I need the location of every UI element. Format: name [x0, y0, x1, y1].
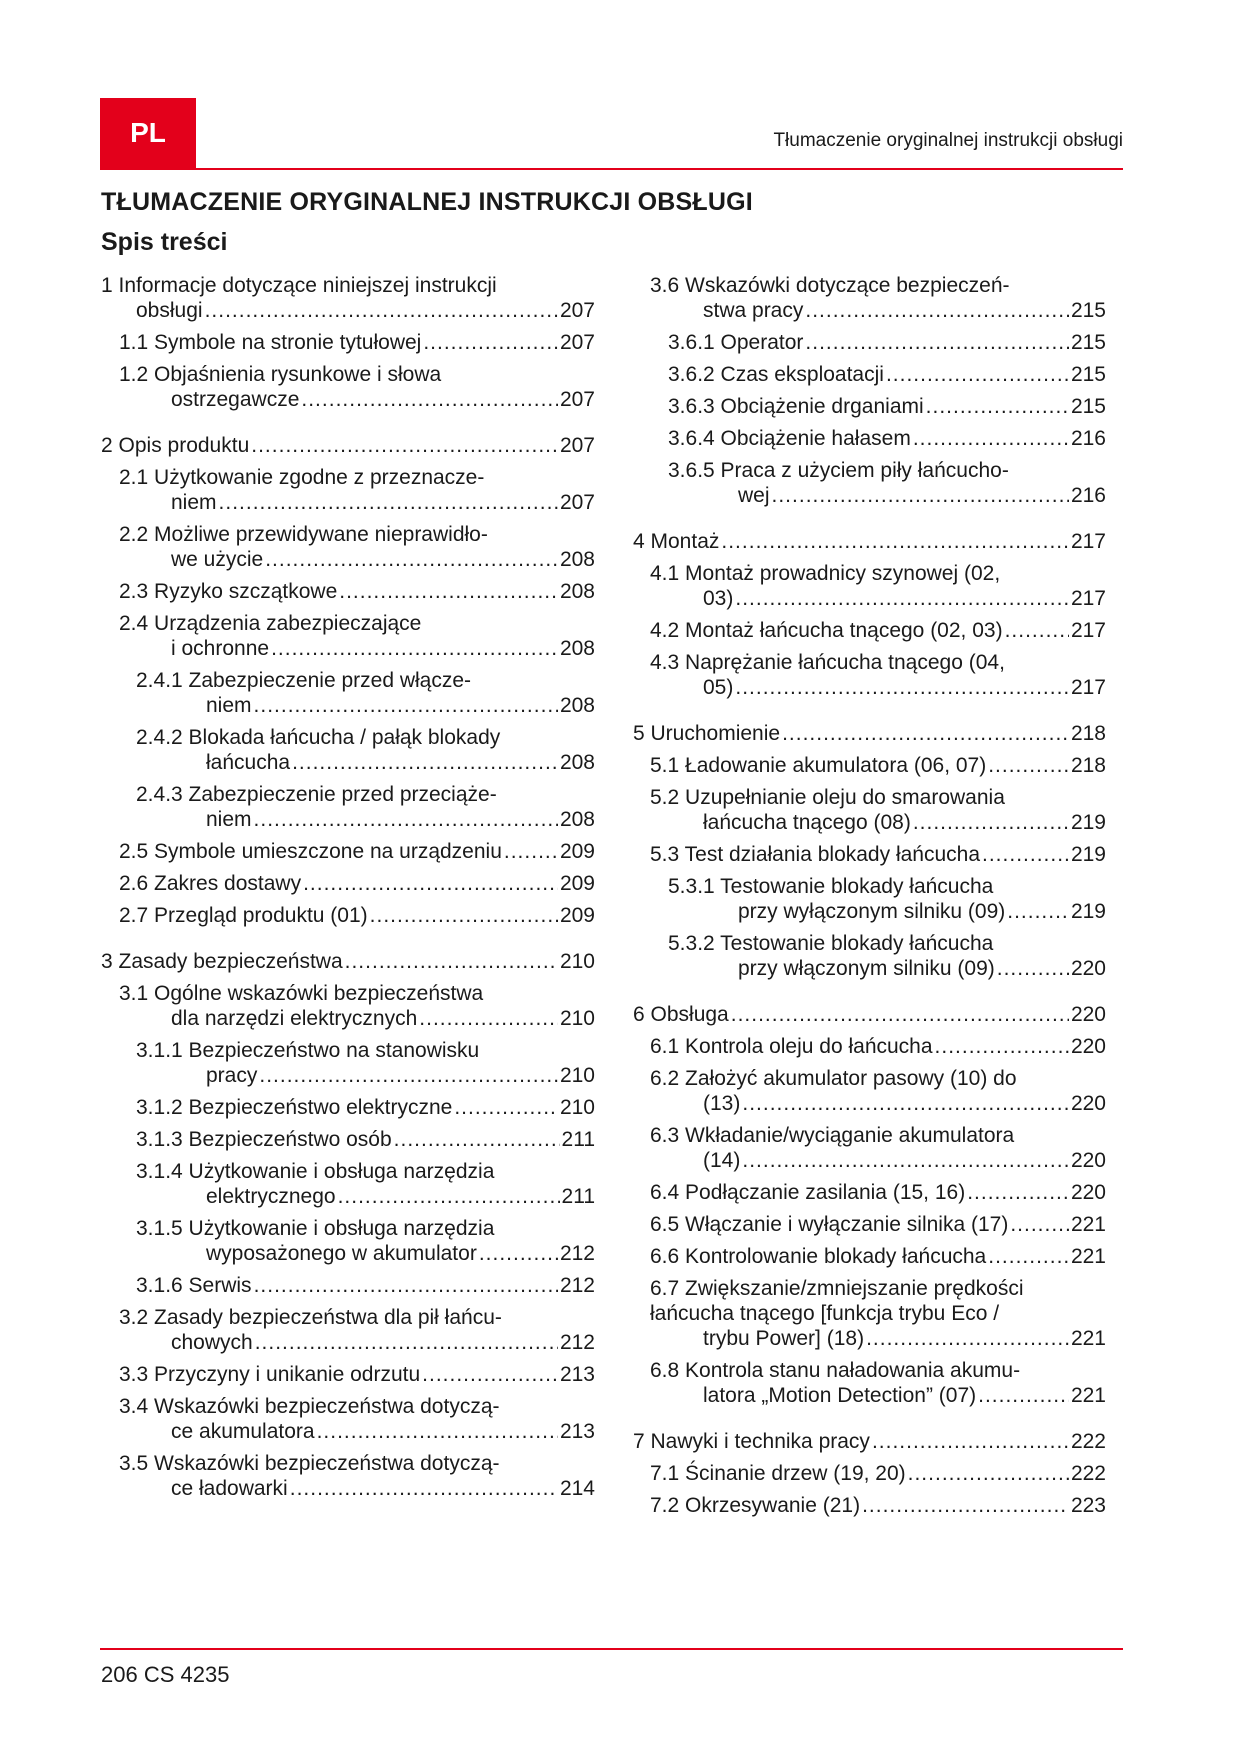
toc-leader-dots: [742, 1091, 1069, 1116]
toc-page-number: 220: [1070, 1149, 1106, 1172]
toc-entry-title: 3.6.3 Obciążenie drganiami: [668, 395, 924, 418]
toc-page-number: 222: [1070, 1430, 1106, 1453]
toc-page-number: 220: [1070, 1035, 1106, 1058]
toc-leader-dots: [988, 1244, 1069, 1269]
toc-entry[interactable]: [101, 465, 595, 515]
toc-leader-dots: [422, 1362, 558, 1387]
toc-entry-title: 5.3 Test działania blokady łańcucha: [650, 843, 981, 866]
toc-page-number: 208: [559, 580, 595, 603]
toc-page-number: 213: [559, 1420, 595, 1443]
toc-page-number: 208: [559, 637, 595, 660]
toc-page-number: 207: [559, 434, 595, 457]
toc-entry[interactable]: [633, 650, 1106, 700]
toc-entry-title: 2.6 Zakres dostawy: [119, 872, 302, 895]
toc-entry-title: ce ładowarki: [171, 1477, 288, 1500]
toc-page-number: 221: [1070, 1384, 1106, 1407]
toc-page-number: 216: [1070, 427, 1106, 450]
toc-entry-title: 3.1.3 Bezpieczeństwo osób: [136, 1128, 392, 1151]
toc-leader-dots: [982, 842, 1069, 867]
toc-leader-dots: [290, 1476, 558, 1501]
toc-page-number: 217: [1070, 587, 1106, 610]
toc-entry-title: 3.4 Wskazówki bezpieczeństwa dotyczą-: [119, 1395, 500, 1418]
toc-leader-dots: [731, 1002, 1069, 1027]
toc-entry-title: łańcucha tnącego [funkcja trybu Eco /: [650, 1302, 1000, 1325]
toc-entry[interactable]: [101, 1216, 595, 1266]
toc-entry-title: obsługi: [136, 299, 203, 322]
toc-entry[interactable]: [101, 903, 595, 928]
toc-entry[interactable]: [101, 522, 595, 572]
footer-divider: [100, 1648, 1123, 1650]
toc-leader-dots: [1010, 1212, 1069, 1237]
toc-entry[interactable]: [101, 1038, 595, 1088]
toc-entry-title: elektrycznego: [206, 1185, 336, 1208]
toc-entry-title: 05): [703, 676, 734, 699]
toc-entry-title: 4.3 Naprężanie łańcucha tnącego (04,: [650, 651, 1005, 674]
toc-entry-title: 6.8 Kontrola stanu naładowania akumu-: [650, 1359, 1021, 1382]
toc-page-number: 207: [559, 331, 595, 354]
toc-page-number: 211: [561, 1185, 595, 1208]
toc-page-number: 211: [561, 1128, 595, 1151]
toc-entry[interactable]: [101, 579, 595, 604]
toc-leader-dots: [1005, 618, 1069, 643]
toc-entry[interactable]: [633, 874, 1106, 924]
toc-page-number: 219: [1070, 900, 1106, 923]
toc-leader-dots: [251, 433, 558, 458]
toc-entry-title: 5 Uruchomienie: [633, 722, 781, 745]
toc-entry[interactable]: [633, 426, 1106, 451]
toc-entry[interactable]: [101, 1273, 595, 1298]
toc-entry-title: 2.2 Możliwe przewidywane nieprawidło-: [119, 523, 488, 546]
toc-entry-title: 3.6 Wskazówki dotyczące bezpieczeń-: [650, 274, 1010, 297]
header-divider: [100, 168, 1123, 170]
toc-entry[interactable]: [101, 782, 595, 832]
toc-leader-dots: [345, 949, 558, 974]
toc-entry[interactable]: [101, 871, 595, 896]
toc-page-number: 208: [559, 694, 595, 717]
toc-entry[interactable]: [101, 725, 595, 775]
toc-page-number: 210: [559, 1096, 595, 1119]
toc-page-number: 213: [559, 1363, 595, 1386]
toc-page-number: 219: [1070, 811, 1106, 834]
toc-entry-title: 1 Informacje dotyczące niniejszej instrukcji: [101, 274, 497, 297]
toc-leader-dots: [254, 693, 558, 718]
toc-leader-dots: [454, 1095, 558, 1120]
toc-entry-title: 6.3 Wkładanie/wyciąganie akumulatora: [650, 1124, 1015, 1147]
toc-entry-title: niem: [206, 694, 252, 717]
toc-entry-title: 2.1 Użytkowanie zgodne z przeznacze-: [119, 466, 485, 489]
toc-entry[interactable]: [101, 433, 595, 458]
toc-leader-dots: [735, 586, 1069, 611]
toc-entry[interactable]: [633, 931, 1106, 981]
toc-entry-title: 2.4.3 Zabezpieczenie przed przeciąże-: [136, 783, 497, 806]
toc-entry-title: 6.2 Założyć akumulator pasowy (10) do: [650, 1067, 1017, 1090]
toc-leader-dots: [370, 903, 558, 928]
toc-entry-title: 5.3.2 Testowanie blokady łańcucha: [668, 932, 994, 955]
toc-entry[interactable]: [633, 753, 1106, 778]
toc-entry-title: latora „Motion Detection” (07): [703, 1384, 977, 1407]
toc-entry[interactable]: [633, 1123, 1106, 1173]
toc-entry-title: (13): [703, 1092, 741, 1115]
toc-entry-title: stwa pracy: [703, 299, 804, 322]
toc-entry[interactable]: [101, 1127, 595, 1152]
toc-leader-dots: [742, 1148, 1069, 1173]
toc-leader-dots: [805, 298, 1069, 323]
toc-leader-dots: [255, 1330, 558, 1355]
toc-page-number: 218: [1070, 722, 1106, 745]
toc-page-number: 222: [1070, 1462, 1106, 1485]
toc-entry[interactable]: [633, 1461, 1106, 1486]
toc-entry-title: 3.6.4 Obciążenie hałasem: [668, 427, 911, 450]
toc-entry[interactable]: [633, 458, 1106, 508]
toc-leader-dots: [254, 1273, 558, 1298]
toc-entry-title: dla narzędzi elektrycznych: [171, 1007, 418, 1030]
toc-leader-dots: [339, 579, 558, 604]
toc-entry[interactable]: [633, 721, 1106, 746]
toc-leader-dots: [988, 753, 1069, 778]
toc-page-number: 221: [1070, 1245, 1106, 1268]
toc-entry-title: 2.4 Urządzenia zabezpieczające: [119, 612, 422, 635]
toc-entry-title: 3.1.2 Bezpieczeństwo elektryczne: [136, 1096, 453, 1119]
toc-entry-title: 2.7 Przegląd produktu (01): [119, 904, 368, 927]
toc-page-number: 212: [559, 1242, 595, 1265]
toc-entry-title: 7.2 Okrzesywanie (21): [650, 1494, 861, 1517]
toc-page-number: 214: [559, 1477, 595, 1500]
toc-entry[interactable]: [633, 330, 1106, 355]
toc-page-number: 220: [1070, 1003, 1106, 1026]
toc-entry[interactable]: [101, 1394, 595, 1444]
toc-entry-title: 5.2 Uzupełnianie oleju do smarowania: [650, 786, 1005, 809]
toc-entry-title: 5.1 Ładowanie akumulatora (06, 07): [650, 754, 987, 777]
toc-page-number: 215: [1070, 363, 1106, 386]
toc-entry-title: 1.1 Symbole na stronie tytułowej: [119, 331, 422, 354]
toc-page-number: 221: [1070, 1327, 1106, 1350]
toc-entry[interactable]: [101, 1095, 595, 1120]
toc-entry[interactable]: [633, 1493, 1106, 1518]
toc-leader-dots: [908, 1461, 1069, 1486]
toc-leader-dots: [479, 1241, 558, 1266]
toc-page-number: 209: [559, 904, 595, 927]
toc-entry-title: przy włączonym silniku (09): [738, 957, 995, 980]
toc-entry-title: 3.1.6 Serwis: [136, 1274, 252, 1297]
toc-page-number: 207: [559, 388, 595, 411]
toc-entry[interactable]: [633, 1429, 1106, 1454]
toc-entry-title: 3.6.5 Praca z użyciem piły łańcucho-: [668, 459, 1009, 482]
toc-leader-dots: [205, 298, 558, 323]
toc-page-number: 218: [1070, 754, 1106, 777]
toc-page-number: 219: [1070, 843, 1106, 866]
toc-page-number: 215: [1070, 299, 1106, 322]
toc-leader-dots: [423, 330, 558, 355]
language-tab: PL: [100, 98, 196, 168]
toc-entry-title: wyposażonego w akumulator: [206, 1242, 477, 1265]
toc-entry[interactable]: [633, 1180, 1106, 1205]
toc-leader-dots: [338, 1184, 560, 1209]
toc-entry[interactable]: [633, 1034, 1106, 1059]
toc-entry-title: przy wyłączonym silniku (09): [738, 900, 1006, 923]
toc-page-number: 217: [1070, 530, 1106, 553]
toc-leader-dots: [913, 426, 1069, 451]
toc-leader-dots: [862, 1493, 1069, 1518]
toc-leader-dots: [935, 1034, 1069, 1059]
toc-page-number: 210: [559, 1064, 595, 1087]
toc-entry[interactable]: [101, 839, 595, 864]
toc-entry-title: 6.4 Podłączanie zasilania (15, 16): [650, 1181, 966, 1204]
toc-leader-dots: [872, 1429, 1069, 1454]
toc-entry[interactable]: [101, 981, 595, 1031]
toc-entry[interactable]: [101, 362, 595, 412]
toc-entry-title: 3.5 Wskazówki bezpieczeństwa dotyczą-: [119, 1452, 500, 1475]
toc-entry-title: 4.2 Montaż łańcucha tnącego (02, 03): [650, 619, 1003, 642]
toc-leader-dots: [419, 1006, 558, 1031]
toc-entry-title: 4.1 Montaż prowadnicy szynowej (02,: [650, 562, 1001, 585]
toc-leader-dots: [254, 807, 558, 832]
toc-entry-title: niem: [206, 808, 252, 831]
toc-leader-dots: [772, 483, 1069, 508]
toc-entry-title: 6.1 Kontrola oleju do łańcucha: [650, 1035, 933, 1058]
toc-entry-title: 3.1 Ogólne wskazówki bezpieczeństwa: [119, 982, 484, 1005]
toc-entry-title: 1.2 Objaśnienia rysunkowe i słowa: [119, 363, 442, 386]
toc-entry-title: we użycie: [171, 548, 264, 571]
toc-page-number: 207: [559, 491, 595, 514]
toc-entry-title: 3.6.2 Czas eksploatacji: [668, 363, 884, 386]
toc-leader-dots: [721, 529, 1069, 554]
toc-entry-title: łańcucha: [206, 751, 291, 774]
toc-leader-dots: [926, 394, 1069, 419]
toc-page-number: 208: [559, 808, 595, 831]
toc-entry-title: 6.7 Zwiększanie/zmniejszanie prędkości: [650, 1277, 1024, 1300]
toc-leader-dots: [913, 810, 1069, 835]
toc-leader-dots: [735, 675, 1069, 700]
toc-page-number: 217: [1070, 676, 1106, 699]
toc-entry[interactable]: [101, 273, 595, 323]
toc-page-number: 207: [559, 299, 595, 322]
toc-entry-title: 03): [703, 587, 734, 610]
toc-leader-dots: [219, 490, 558, 515]
toc-leader-dots: [259, 1063, 558, 1088]
toc-leader-dots: [805, 330, 1069, 355]
toc-page-number: 212: [559, 1331, 595, 1354]
toc-entry-title: ostrzegawcze: [171, 388, 300, 411]
toc-page-number: 215: [1070, 395, 1106, 418]
toc-entry[interactable]: [633, 1066, 1106, 1116]
toc-entry-title: 2.5 Symbole umieszczone na urządzeniu: [119, 840, 502, 863]
toc-leader-dots: [394, 1127, 560, 1152]
toc-entry-title: 2.4.2 Blokada łańcucha / pałąk blokady: [136, 726, 501, 749]
toc-entry-title: 6.6 Kontrolowanie blokady łańcucha: [650, 1245, 987, 1268]
toc-entry-title: wej: [738, 484, 770, 507]
footer-page-info: 206 CS 4235: [101, 1662, 230, 1687]
toc-entry[interactable]: [633, 842, 1106, 867]
toc-entry-title: 2.4.1 Zabezpieczenie przed włącze-: [136, 669, 472, 692]
toc-page-number: 216: [1070, 484, 1106, 507]
toc-leader-dots: [301, 387, 558, 412]
toc-entry[interactable]: [633, 362, 1106, 387]
toc-leader-dots: [271, 636, 558, 661]
toc-leader-dots: [997, 956, 1069, 981]
toc-entry-title: 2 Opis produktu: [101, 434, 250, 457]
toc-page-number: 208: [559, 548, 595, 571]
toc-entry-title: 3.1.5 Użytkowanie i obsługa narzędzia: [136, 1217, 495, 1240]
toc-entry-title: 3.3 Przyczyny i unikanie odrzutu: [119, 1363, 421, 1386]
toc-entry-title: pracy: [206, 1064, 258, 1087]
toc-page-number: 215: [1070, 331, 1106, 354]
toc-page-number: 209: [559, 872, 595, 895]
toc-entry-title: i ochronne: [171, 637, 270, 660]
toc-entry-title: 3.1.4 Użytkowanie i obsługa narzędzia: [136, 1160, 495, 1183]
toc-entry-title: 3 Zasady bezpieczeństwa: [101, 950, 343, 973]
toc-entry[interactable]: [633, 618, 1106, 643]
toc-entry[interactable]: [633, 1358, 1106, 1408]
toc-heading: Spis treści: [101, 228, 228, 256]
toc-entry-title: 2.3 Ryzyko szczątkowe: [119, 580, 338, 603]
toc-leader-dots: [967, 1180, 1069, 1205]
toc-entry[interactable]: [101, 611, 595, 661]
toc-entry-title: trybu Power] (18): [703, 1327, 865, 1350]
toc-leader-dots: [1007, 899, 1069, 924]
toc-page-number: 220: [1070, 957, 1106, 980]
toc-entry-title: 6 Obsługa: [633, 1003, 729, 1026]
toc-page-number: 220: [1070, 1092, 1106, 1115]
toc-entry[interactable]: [101, 949, 595, 974]
toc-leader-dots: [782, 721, 1069, 746]
toc-entry-title: 7.1 Ścinanie drzew (19, 20): [650, 1462, 906, 1485]
toc-entry-title: 3.1.1 Bezpieczeństwo na stanowisku: [136, 1039, 480, 1062]
toc-page-number: 209: [559, 840, 595, 863]
toc-entry-title: 3.6.1 Operator: [668, 331, 804, 354]
toc-page-number: 221: [1070, 1213, 1106, 1236]
toc-entry[interactable]: [101, 1159, 595, 1209]
toc-page-number: 210: [559, 950, 595, 973]
toc-entry-title: ce akumulatora: [171, 1420, 315, 1443]
toc-page-number: 208: [559, 751, 595, 774]
toc-leader-dots: [866, 1326, 1069, 1351]
header-title: Tłumaczenie oryginalnej instrukcji obsługi: [773, 130, 1123, 151]
toc-entry[interactable]: [101, 330, 595, 355]
toc-leader-dots: [504, 839, 558, 864]
toc-entry-title: chowych: [171, 1331, 253, 1354]
toc-entry[interactable]: [101, 668, 595, 718]
toc-entry[interactable]: [633, 1002, 1106, 1027]
toc-entry[interactable]: [633, 273, 1106, 323]
toc-page-number: 210: [559, 1007, 595, 1030]
toc-entry[interactable]: [633, 1244, 1106, 1269]
toc-entry-title: (14): [703, 1149, 741, 1172]
toc-page-number: 217: [1070, 619, 1106, 642]
toc-entry[interactable]: [633, 1212, 1106, 1237]
document-title: TŁUMACZENIE ORYGINALNEJ INSTRUKCJI OBSŁUGI: [101, 188, 753, 216]
toc-entry-title: niem: [171, 491, 217, 514]
toc-leader-dots: [978, 1383, 1069, 1408]
toc-entry[interactable]: [101, 1305, 595, 1355]
toc-entry[interactable]: [101, 1362, 595, 1387]
toc-entry-title: 3.2 Zasady bezpieczeństwa dla pił łańcu-: [119, 1306, 502, 1329]
toc-leader-dots: [317, 1419, 558, 1444]
toc-entry-title: 6.5 Włączanie i wyłączanie silnika (17): [650, 1213, 1009, 1236]
toc-entry-title: 5.3.1 Testowanie blokady łańcucha: [668, 875, 994, 898]
toc-page-number: 220: [1070, 1181, 1106, 1204]
toc-page-number: 223: [1070, 1494, 1106, 1517]
toc-entry-title: 7 Nawyki i technika pracy: [633, 1430, 870, 1453]
toc-entry[interactable]: [633, 785, 1106, 835]
toc-entry[interactable]: [633, 394, 1106, 419]
toc-leader-dots: [292, 750, 558, 775]
toc-leader-dots: [265, 547, 558, 572]
toc-entry[interactable]: [633, 561, 1106, 611]
toc-page-number: 212: [559, 1274, 595, 1297]
toc-leader-dots: [303, 871, 558, 896]
toc-entry[interactable]: [633, 529, 1106, 554]
toc-leader-dots: [886, 362, 1069, 387]
toc-entry[interactable]: [633, 1276, 1106, 1351]
toc-entry-title: łańcucha tnącego (08): [703, 811, 911, 834]
toc-entry-title: 4 Montaż: [633, 530, 720, 553]
toc-entry[interactable]: [101, 1451, 595, 1501]
